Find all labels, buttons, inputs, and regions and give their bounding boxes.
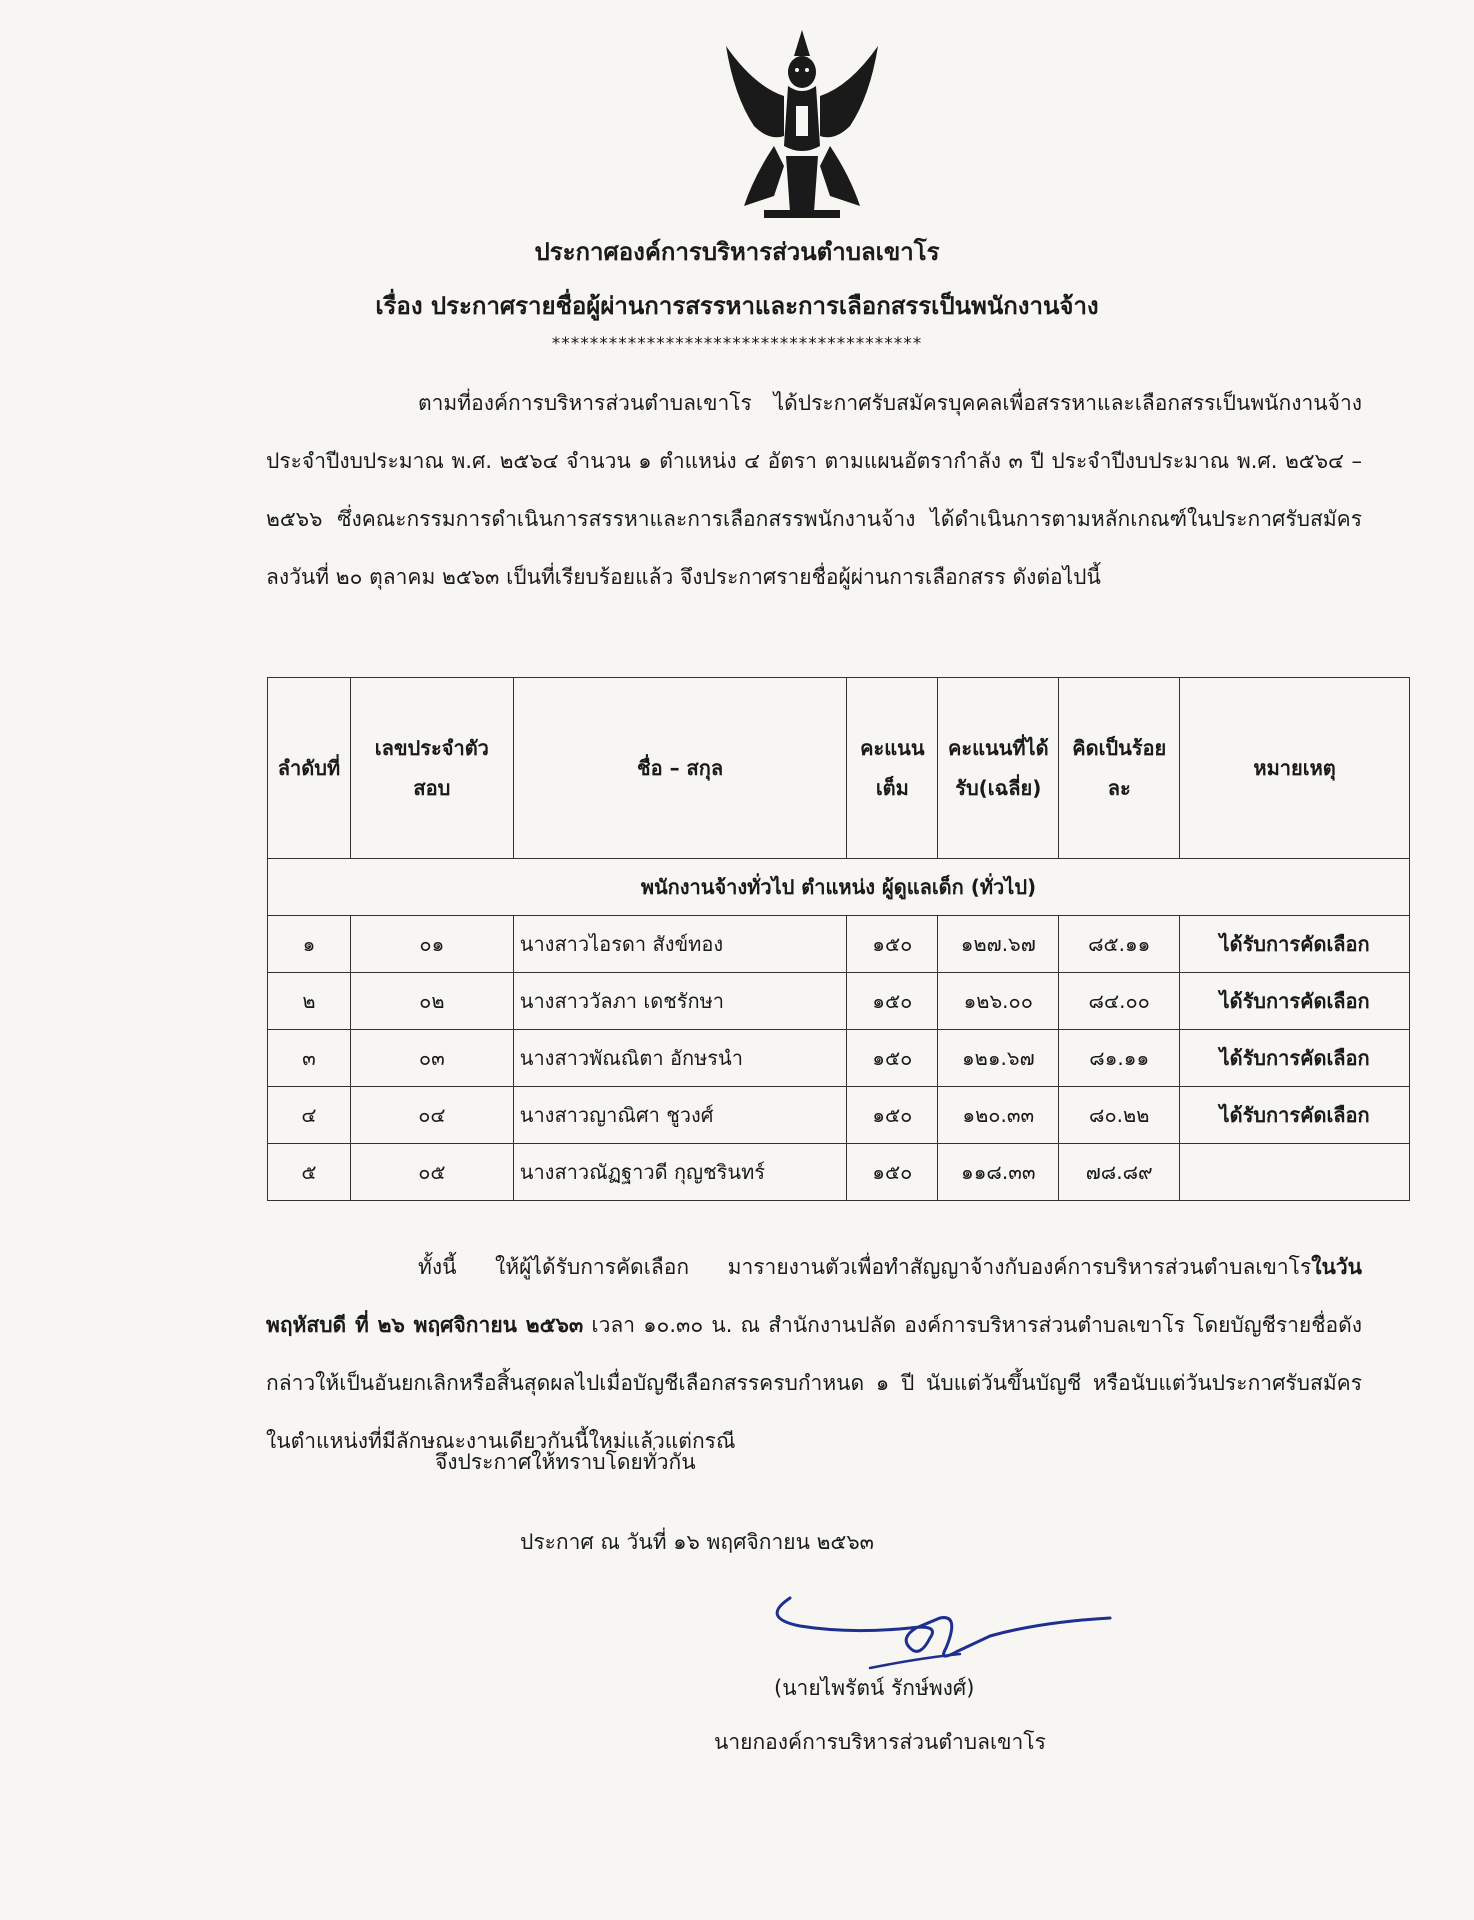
group-row [268,859,1410,916]
cell-full-score: ๑๕๐ [847,916,938,973]
announce-date: ประกาศ ณ วันที่ ๑๖ พฤศจิกายน ๒๕๖๓ [520,1530,875,1554]
announcement-subject: เรื่อง ประกาศรายชื่อผู้ผ่านการสรรหาและการเลือกสรรเป็นพนักงานจ้าง [375,292,1099,320]
closing-lead: ทั้งนี้ ให้ผู้ได้รับการคัดเลือก มารายงานตัวเพื่อทำสัญญาจ้างกับองค์การบริหารส่วนตำบลเขาโร [418,1255,1312,1279]
table-row [268,916,1410,973]
cell-full-score: ๑๕๐ [847,1030,938,1087]
table-row [268,1087,1410,1144]
table-row [268,1030,1410,1087]
cell-exam-id: ๐๓ [350,1030,513,1087]
cell-no: ๕ [268,1144,351,1201]
cell-name: นางสาวไอรดา สังข์ทอง [513,916,847,973]
intro-text: ตามที่องค์การบริหารส่วนตำบลเขาโร ได้ประกาศรับสมัครบุคคลเพื่อสรรหาและเลือกสรรเป็นพนักงานจ้าง ประจำปีงบประมาณ พ.ศ. ๒๕๖๔ จำนวน ๑ ตำแหน่ง ๔ อัตรา ตามแผนอัตรากำลัง ๓ ปี ประจำปีงบประมาณ พ.ศ. ๒๕๖๔ – ๒๕๖๖ ซึ่งคณะกรรมการดำเนินการสรรหาและการเลือกสรรพนักงานจ้าง ได้ดำเนินการตามหลักเกณฑ์ในประกาศรับสมัคร ลงวันที่ ๒๐ ตุลาคม ๒๕๖๓ เป็นที่เรียบร้อยแล้ว จึงประกาศรายชื่อผู้ผ่านการเลือกสรร ดังต่อไปนี้ [266,391,1362,589]
cell-remark: ได้รับการคัดเลือก [1180,973,1410,1030]
header-full-score: คะแนนเต็ม [847,678,938,859]
divider-stars: *************************************** [551,334,923,354]
cell-remark: ได้รับการคัดเลือก [1180,916,1410,973]
closing-paragraph [266,1238,1362,1470]
cell-full-score: ๑๕๐ [847,1087,938,1144]
cell-remark: ได้รับการคัดเลือก [1180,1087,1410,1144]
header-no: ลำดับที่ [268,678,351,859]
cell-exam-id: ๐๒ [350,973,513,1030]
cell-score: ๑๒๖.๐๐ [938,973,1059,1030]
header-score: คะแนนที่ได้รับ(เฉลี่ย) [938,678,1059,859]
table-header-row [268,678,1410,859]
cell-remark: ได้รับการคัดเลือก [1180,1030,1410,1087]
cell-percent: ๘๕.๑๑ [1059,916,1180,973]
group-title: พนักงานจ้างทั่วไป ตำแหน่ง ผู้ดูแลเด็ก (ทั่วไป) [268,859,1410,916]
cell-no: ๔ [268,1087,351,1144]
garuda-emblem-icon [714,26,890,222]
cell-score: ๑๒๑.๖๗ [938,1030,1059,1087]
cell-name: นางสาวพัณณิตา อักษรนำ [513,1030,847,1087]
cell-percent: ๘๔.๐๐ [1059,973,1180,1030]
intro-paragraph [266,374,1362,606]
cell-remark [1180,1144,1410,1201]
closing-text [266,1238,1362,1470]
table-row [268,973,1410,1030]
announce-statement: จึงประกาศให้ทราบโดยทั่วกัน [435,1450,696,1474]
header-exam-id: เลขประจำตัวสอบ [350,678,513,859]
cell-percent: ๘๐.๒๒ [1059,1087,1180,1144]
cell-full-score: ๑๕๐ [847,973,938,1030]
announcement-title: ประกาศองค์การบริหารส่วนตำบลเขาโร [534,238,940,266]
cell-percent: ๗๘.๘๙ [1059,1144,1180,1201]
cell-exam-id: ๐๑ [350,916,513,973]
results-table [267,677,1410,1201]
cell-percent: ๘๑.๑๑ [1059,1030,1180,1087]
header-remark: หมายเหตุ [1180,678,1410,859]
cell-no: ๒ [268,973,351,1030]
header-name: ชื่อ – สกุล [513,678,847,859]
cell-no: ๑ [268,916,351,973]
cell-full-score: ๑๕๐ [847,1144,938,1201]
cell-name: นางสาวญาณิศา ชูวงศ์ [513,1087,847,1144]
cell-name: นางสาววัลภา เดชรักษา [513,973,847,1030]
header-percent: คิดเป็นร้อยละ [1059,678,1180,859]
cell-score: ๑๒๗.๖๗ [938,916,1059,973]
signer-title: นายกองค์การบริหารส่วนตำบลเขาโร [714,1730,1046,1754]
closing-rest: เวลา ๑๐.๓๐ น. ณ สำนักงานปลัด องค์การบริหารส่วนตำบลเขาโร โดยบัญชีรายชื่อดังกล่าวให้เป็นอันยกเลิกหรือสิ้นสุดผลไปเมื่อบัญชีเลือกสรรครบกำหนด ๑ ปี นับแต่วันขึ้นบัญชี หรือนับแต่วันประกาศรับสมัครในตำแหน่งที่มีลักษณะงานเดียวกันนี้ใหม่แล้วแต่กรณี [266,1313,1362,1453]
cell-no: ๓ [268,1030,351,1087]
cell-exam-id: ๐๕ [350,1144,513,1201]
cell-exam-id: ๐๔ [350,1087,513,1144]
table-row [268,1144,1410,1201]
cell-score: ๑๑๘.๓๓ [938,1144,1059,1201]
signer-name: (นายไพรัตน์ รักษ์พงศ์) [774,1676,975,1700]
cell-score: ๑๒๐.๓๓ [938,1087,1059,1144]
cell-name: นางสาวณัฏฐาวดี กุญชรินทร์ [513,1144,847,1201]
report-date: ในวันพฤหัสบดี ที่ ๒๖ พฤศจิกายน ๒๕๖๓ [266,1255,1362,1337]
